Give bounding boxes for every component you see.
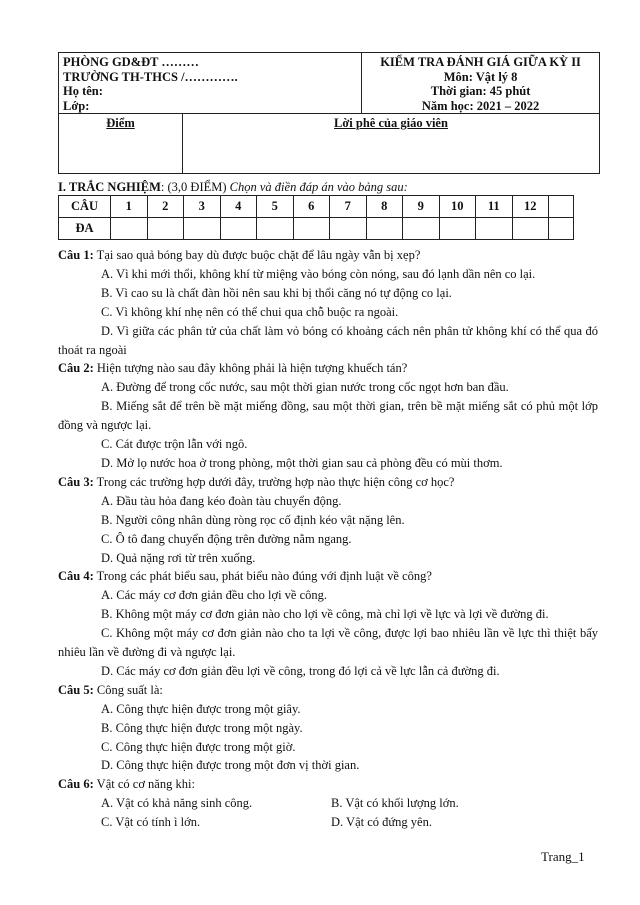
question-number: Câu 5: [58,682,94,697]
answer-cell[interactable] [476,218,513,240]
answer-col-7: 7 [330,196,367,218]
school-year-line: Năm học: 2021 – 2022 [421,98,540,113]
answer-row-label: ĐA [59,218,111,240]
comment-box [183,114,600,174]
answer-col-5: 5 [257,196,294,218]
school-info [59,53,362,114]
score-box [59,114,183,174]
question-1-option-a: A. Vì khi mới thổi, không khí từ miệng vào bóng còn nóng, sau đó lạnh dần nên co lại. [101,266,536,281]
question-text: Trong các trường hợp dưới đây, trường hợp nào thực hiện công cơ học? [93,474,455,489]
answer-col-4: 4 [220,196,257,218]
answer-cell[interactable] [366,218,403,240]
question-5-option-b: B. Công thực hiện được trong một ngày. [101,720,303,735]
question-number: Câu 3: [58,474,94,489]
exam-title: KIỂM TRA ĐÁNH GIÁ GIỮA KỲ II [380,55,581,69]
question-5-option-d: D. Công thực hiện được trong một đơn vị thời gian. [101,758,360,773]
question-2 [58,359,598,378]
question-3-option-a: A. Đầu tàu hỏa đang kéo đoàn tàu chuyển động. [101,493,342,508]
answer-table [58,195,574,240]
question-number: Câu 1: [58,248,94,262]
question-4 [58,567,598,586]
answer-col-1: 1 [111,196,148,218]
question-3-option-d: D. Quả nặng rơi từ trên xuống. [101,550,256,565]
answer-cell[interactable] [512,218,549,240]
question-text: Trong các phát biểu sau, phát biểu nào đúng với định luật về công? [93,569,432,584]
section-points: : (3,0 ĐIỂM) [160,180,227,194]
answer-col-2: 2 [147,196,184,218]
duration-line: Thời gian: 45 phút [430,84,531,98]
question-6-option-d: D. Vật có đứng yên. [331,815,432,830]
question-6 [58,775,598,794]
question-4-option-c: C. Không một máy cơ đơn giản nào cho ta lợi về công, được lợi bao nhiêu lần về lực thì thiệt bấy nhiêu lần về đường đi và ngược lại. [58,626,598,660]
question-number: Câu 2: [58,361,94,376]
question-2-option-b: B. Miếng sắt để trên bề mặt miếng đồng, sau một thời gian, trên bề mặt miếng sắt có phủ một lớp đồng và ngược lại. [58,399,598,433]
question-text: Hiện tượng nào sau đây không phải là hiện tượng khuếch tán? [93,361,408,376]
exam-header-table [58,52,600,174]
class-line: Lớp: [63,98,90,113]
question-2-option-c: C. Cát được trộn lẫn với ngô. [101,437,248,452]
name-line: Họ tên: [63,84,103,98]
question-text: Vật có cơ năng khi: [93,777,195,792]
question-3-option-c: C. Ô tô đang chuyển động trên đường nằm ngang. [101,531,352,546]
question-text: Tại sao quả bóng bay dù được buộc chặt để lâu ngày vẫn bị xẹp? [93,248,421,262]
answer-cell[interactable] [220,218,257,240]
question-4-option-a: A. Các máy cơ đơn giản đều cho lợi về công. [101,588,328,603]
question-number: Câu 4: [58,569,94,584]
question-2-option-a: A. Đường để trong cốc nước, sau một thời gian nước trong cốc ngọt hơn ban đầu. [101,380,509,395]
question-1 [58,246,598,265]
question-5-option-a: A. Công thực hiện được trong một giây. [101,701,301,716]
question-1-option-d: D. Vì giữa các phân tử của chất làm vỏ bóng có khoảng cách nên phân tử không khí có thể qua đó thoát ra ngoài [58,323,598,357]
question-text: Công suất là: [93,682,163,697]
question-number: Câu 6: [58,777,94,792]
answer-cell[interactable] [330,218,367,240]
question-5 [58,681,598,700]
department-line: PHÒNG GD&ĐT ……… [63,55,199,69]
question-5-option-c: C. Công thực hiện được trong một giờ. [101,739,296,754]
answer-col-11: 11 [476,196,513,218]
question-6-option-c: C. Vật có tính ì lớn. [101,815,201,830]
answer-col-extra [549,196,574,218]
answer-cell[interactable] [257,218,294,240]
score-label: Điểm [106,116,135,130]
section-instruction: Chọn và điền đáp án vào bảng sau: [229,180,408,194]
school-line: TRƯỜNG TH-THCS /…………. [63,69,238,84]
question-1-option-c: C. Vì không khí nhẹ nên có thể chui qua chỗ buộc ra ngoài. [101,304,399,319]
answer-table-answer-row [59,218,574,240]
section-heading [58,180,408,194]
answer-cell[interactable] [111,218,148,240]
answer-col-3: 3 [184,196,221,218]
answer-cell[interactable] [147,218,184,240]
question-4-option-b: B. Không một máy cơ đơn giản nào cho lợi về công, mà chỉ lợi về lực và lợi về đường đi. [101,607,549,622]
question-6-options-row-1 [58,794,598,813]
page-number: Trang_1 [541,849,585,864]
question-3 [58,473,598,492]
answer-col-12: 12 [512,196,549,218]
answer-col-9: 9 [403,196,440,218]
answer-cell[interactable] [184,218,221,240]
comment-label: Lời phê của giáo viên [334,116,448,130]
question-3-option-b: B. Người công nhân dùng ròng rọc cố định kéo vật nặng lên. [101,512,405,527]
answer-cell[interactable] [403,218,440,240]
answer-table-question-row [59,196,574,218]
question-6-option-a: A. Vật có khả năng sinh công. [101,796,253,811]
question-1-option-b: B. Vì cao su là chất đàn hồi nên sau khi bị thổi căng nó tự động co lại. [101,285,452,300]
answer-cell[interactable] [439,218,476,240]
question-6-option-b: B. Vật có khối lượng lớn. [331,796,459,811]
answer-cell[interactable] [293,218,330,240]
question-2-option-d: D. Mở lọ nước hoa ở trong phòng, một thời gian sau cả phòng đều có mùi thơm. [101,455,503,470]
question-6-options-row-2 [58,813,598,832]
question-4-option-d: D. Các máy cơ đơn giản đều lợi về công, trong đó lợi cả về lực lẫn cả đường đi. [101,663,500,678]
answer-col-6: 6 [293,196,330,218]
exam-info [362,53,600,114]
answer-col-8: 8 [366,196,403,218]
subject-line: Môn: Vật lý 8 [443,69,518,84]
question-row-label: CÂU [59,196,111,218]
section-title: I. TRẮC NGHIỆM [58,180,161,194]
answer-cell[interactable] [549,218,574,240]
questions-body [58,246,598,832]
answer-col-10: 10 [439,196,476,218]
